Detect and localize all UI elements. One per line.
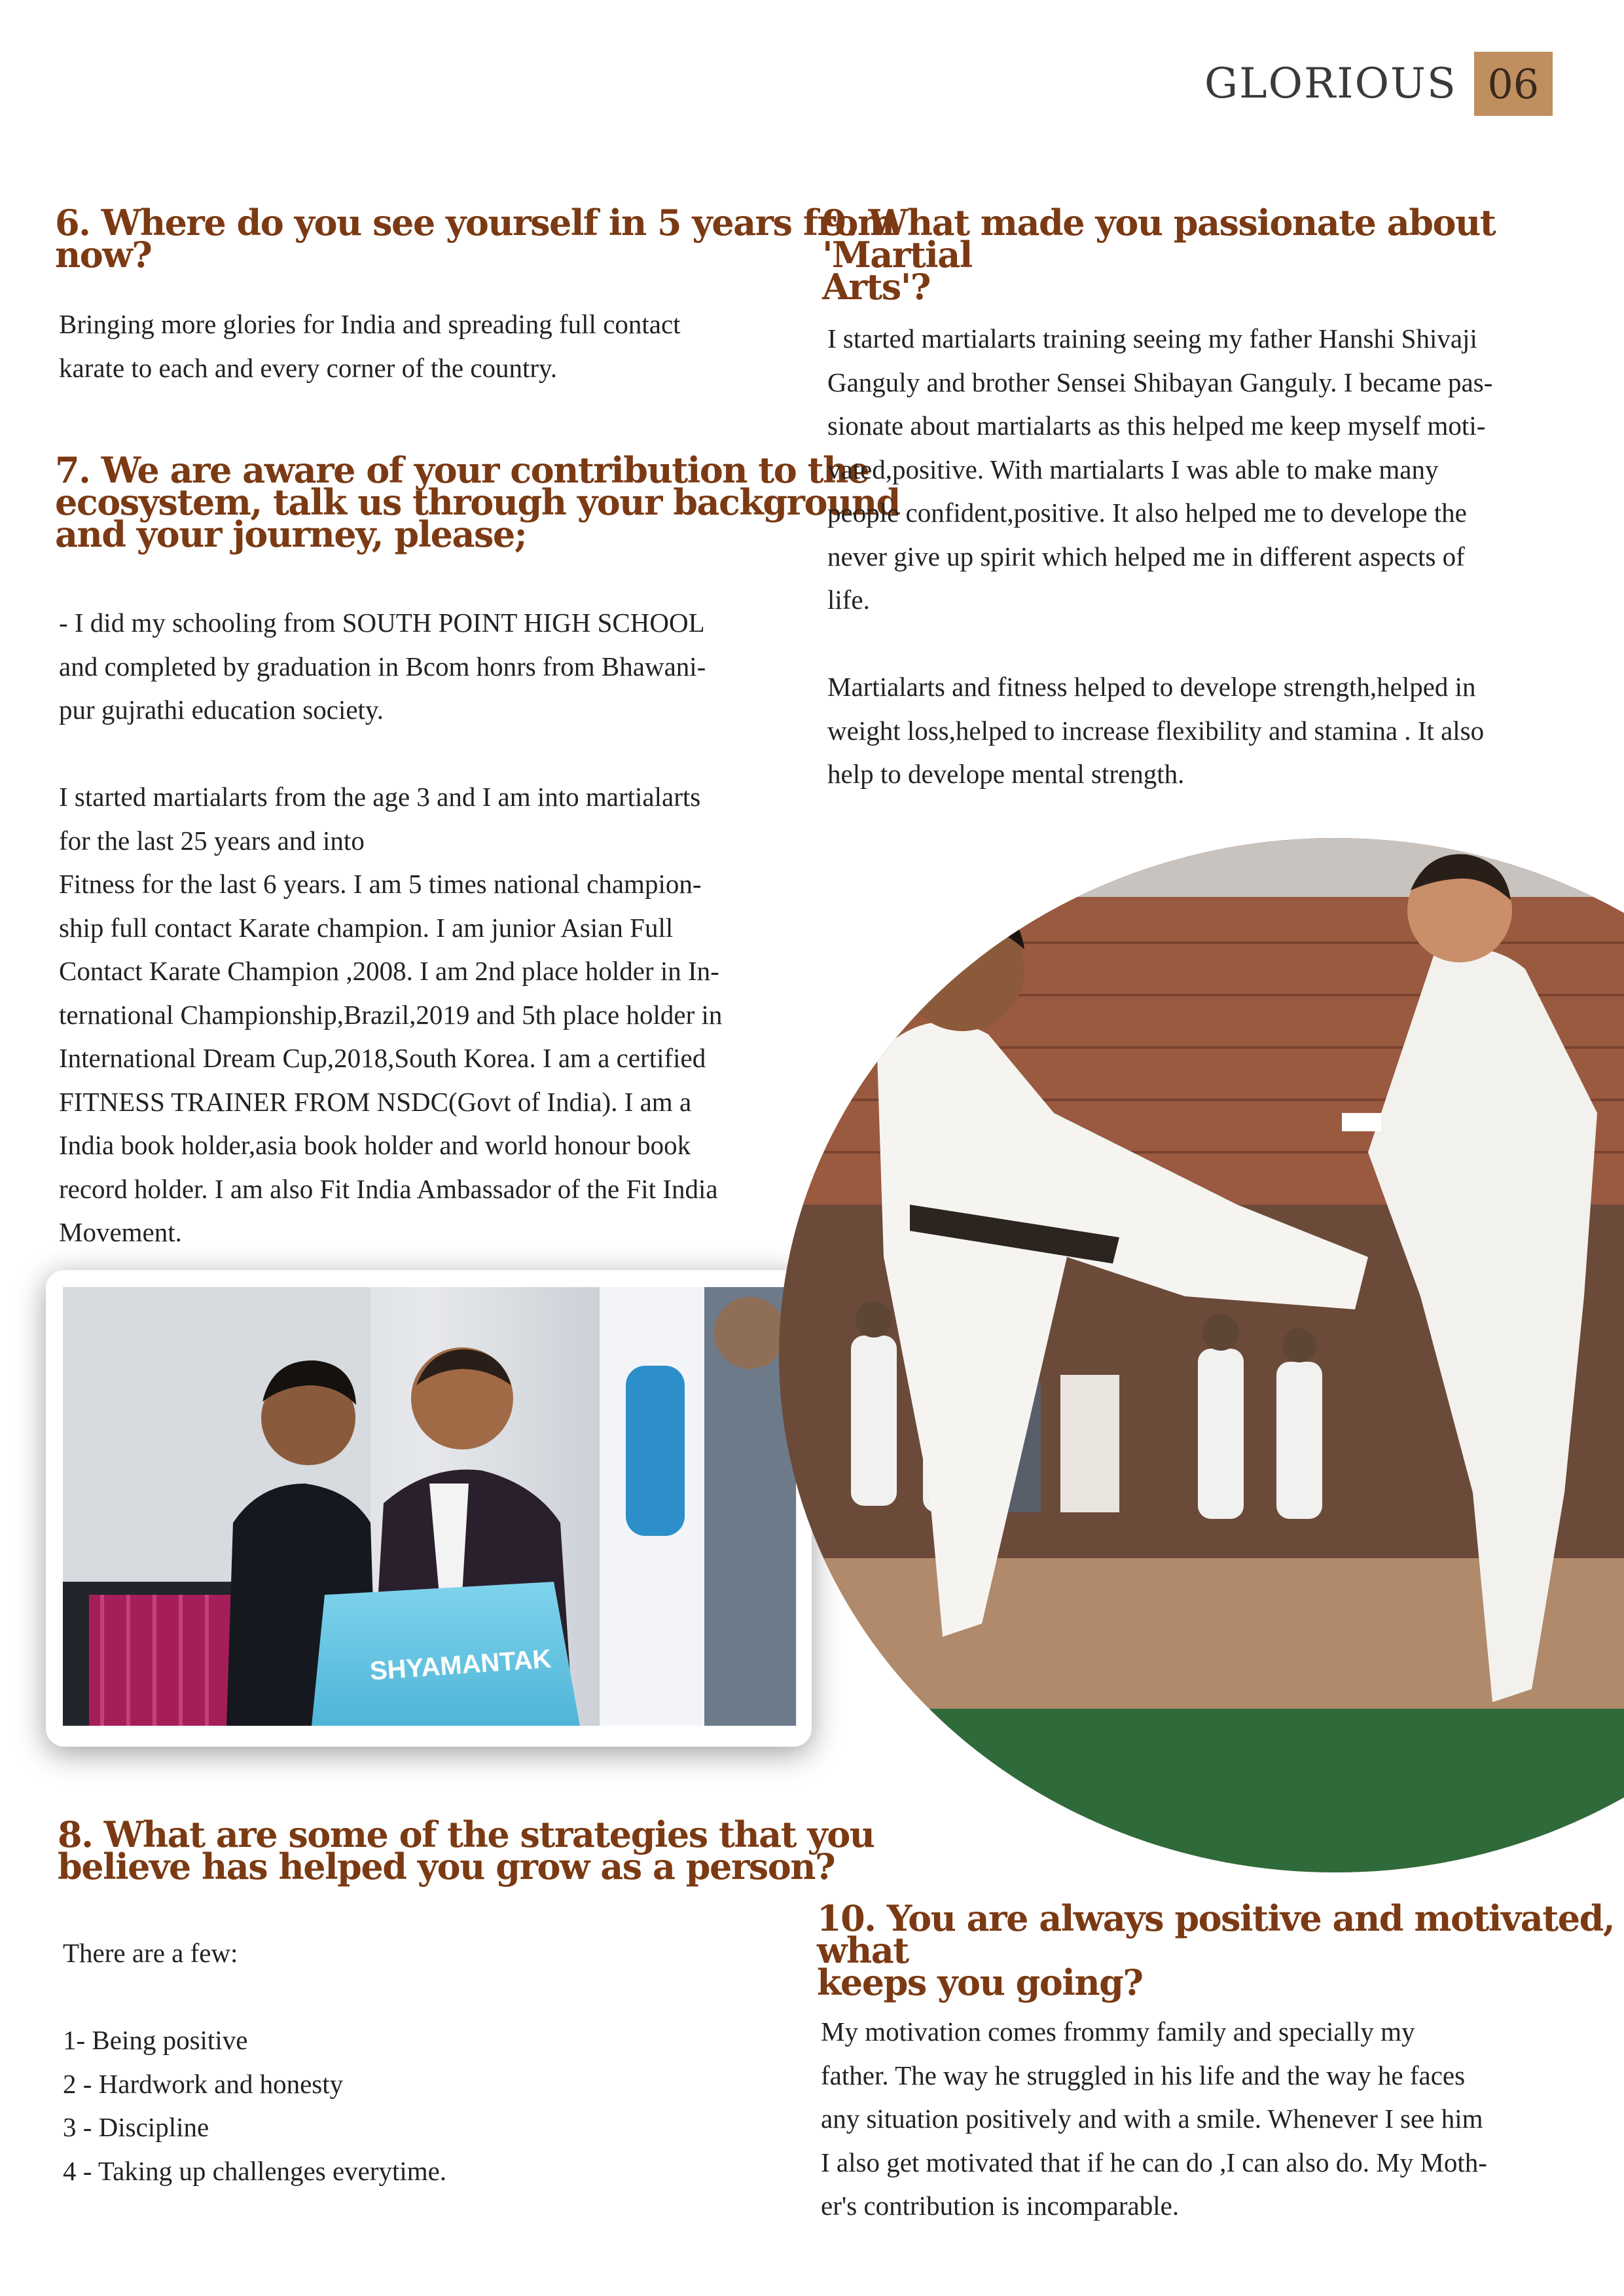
logo-text: GLORIOUS	[1204, 60, 1457, 108]
text-line: Bringing more glories for India and spreading full contact	[59, 309, 681, 339]
heading-line: 6. Where do you see yourself in 5 years from	[55, 202, 894, 244]
text-line: vated,positive. With martialarts I was able to make many	[827, 454, 1439, 484]
text-line: help to develope mental strength.	[827, 759, 1185, 789]
text-line: father. The way he struggled in his life and the way he faces	[821, 2060, 1466, 2090]
text-line: International Dream Cup,2018,South Korea. I am a certified	[59, 1043, 706, 1073]
heading-line: believe has helped you grow as a person?	[58, 1846, 835, 1887]
question-6-answer	[59, 302, 681, 390]
text-line: and completed by graduation in Bcom honrs from Bhawani-	[59, 651, 706, 682]
question-8-heading	[58, 1813, 875, 1887]
karate-photo-illustration	[779, 838, 1624, 1872]
question-6-heading	[55, 202, 894, 276]
text-line: life.	[827, 585, 870, 615]
heading-line: Arts'?	[822, 266, 930, 308]
text-line: India book holder,asia book holder and world honour book	[59, 1130, 691, 1160]
text-line: Contact Karate Champion ,2008. I am 2nd place holder in In-	[59, 956, 719, 986]
text-line: Fitness for the last 6 years. I am 5 times national champion-	[59, 869, 702, 899]
heading-line: 8. What are some of the strategies that you	[58, 1813, 875, 1855]
text-line: ternational Championship,Brazil,2019 and 5th place holder in	[59, 999, 723, 1030]
list-item: 4 - Taking up challenges everytime.	[63, 2155, 447, 2186]
text-line: There are a few:	[63, 1938, 238, 1968]
award-photo-illustration	[63, 1287, 797, 1726]
jersey-text: SHYAMANTAK	[369, 1644, 552, 1686]
heading-line: and your journey, please;	[55, 513, 527, 555]
text-line: sionate about martialarts as this helped me keep myself moti-	[827, 410, 1486, 441]
masthead	[1204, 51, 1553, 117]
text-line: I started martialarts from the age 3 and I am into martialarts	[59, 782, 701, 812]
text-line: karate to each and every corner of the country.	[59, 352, 558, 383]
text-line: er's contribution is incomparable.	[821, 2191, 1180, 2221]
question-10-heading	[817, 1897, 1624, 2003]
question-7-answer	[59, 601, 722, 1254]
award-photo	[63, 1287, 797, 1726]
text-line: any situation positively and with a smile. Whenever I see him	[821, 2104, 1483, 2134]
heading-line: 10. You are always positive and motivated, what	[817, 1897, 1615, 1971]
question-10-answer	[821, 2010, 1487, 2228]
text-line: for the last 25 years and into	[59, 825, 365, 856]
question-9-answer	[827, 317, 1492, 796]
text-line: people confident,positive. It also helped me to develope the	[827, 498, 1467, 528]
question-7-heading	[55, 449, 900, 555]
text-line: Movement.	[59, 1217, 182, 1247]
heading-line: ecosystem, talk us through your background	[55, 481, 900, 523]
text-line: Ganguly and brother Sensei Shibayan Ganguly. I became pas-	[827, 367, 1493, 397]
page-number-box	[1474, 52, 1553, 116]
heading-line: now?	[55, 234, 152, 276]
text-line: - I did my schooling from SOUTH POINT HIGH SCHOOL	[59, 608, 705, 638]
text-line: I started martialarts training seeing my father Hanshi Shivaji	[827, 323, 1477, 354]
question-8-answer	[63, 1931, 446, 2193]
text-line: ship full contact Karate champion. I am junior Asian Full	[59, 912, 674, 943]
question-9-heading	[822, 202, 1624, 308]
list-item: 3 - Discipline	[63, 2112, 209, 2142]
text-line: My motivation comes frommy family and specially my	[821, 2016, 1415, 2047]
list-item: 1- Being positive	[63, 2025, 248, 2055]
karate-photo	[779, 838, 1624, 1872]
text-line: record holder. I am also Fit India Ambassador of the Fit India	[59, 1173, 718, 1204]
heading-line: 7. We are aware of your contribution to the	[55, 449, 869, 491]
text-line: never give up spirit which helped me in different aspects of	[827, 541, 1465, 572]
text-line: pur gujrathi education society.	[59, 695, 384, 725]
text-line: weight loss,helped to increase flexibility and stamina . It also	[827, 715, 1485, 746]
magazine-logo	[1204, 60, 1457, 108]
text-line: I also get motivated that if he can do ,I can also do. My Moth-	[821, 2147, 1487, 2178]
heading-line: keeps you going?	[817, 1961, 1143, 2003]
page-number: 06	[1487, 60, 1540, 108]
text-line: Martialarts and fitness helped to develope strength,helped in	[827, 672, 1476, 702]
heading-line: 9. What made you passionate about 'Martial	[822, 202, 1496, 276]
text-line: FITNESS TRAINER FROM NSDC(Govt of India). I am a	[59, 1086, 692, 1117]
list-item: 2 - Hardwork and honesty	[63, 2068, 344, 2099]
